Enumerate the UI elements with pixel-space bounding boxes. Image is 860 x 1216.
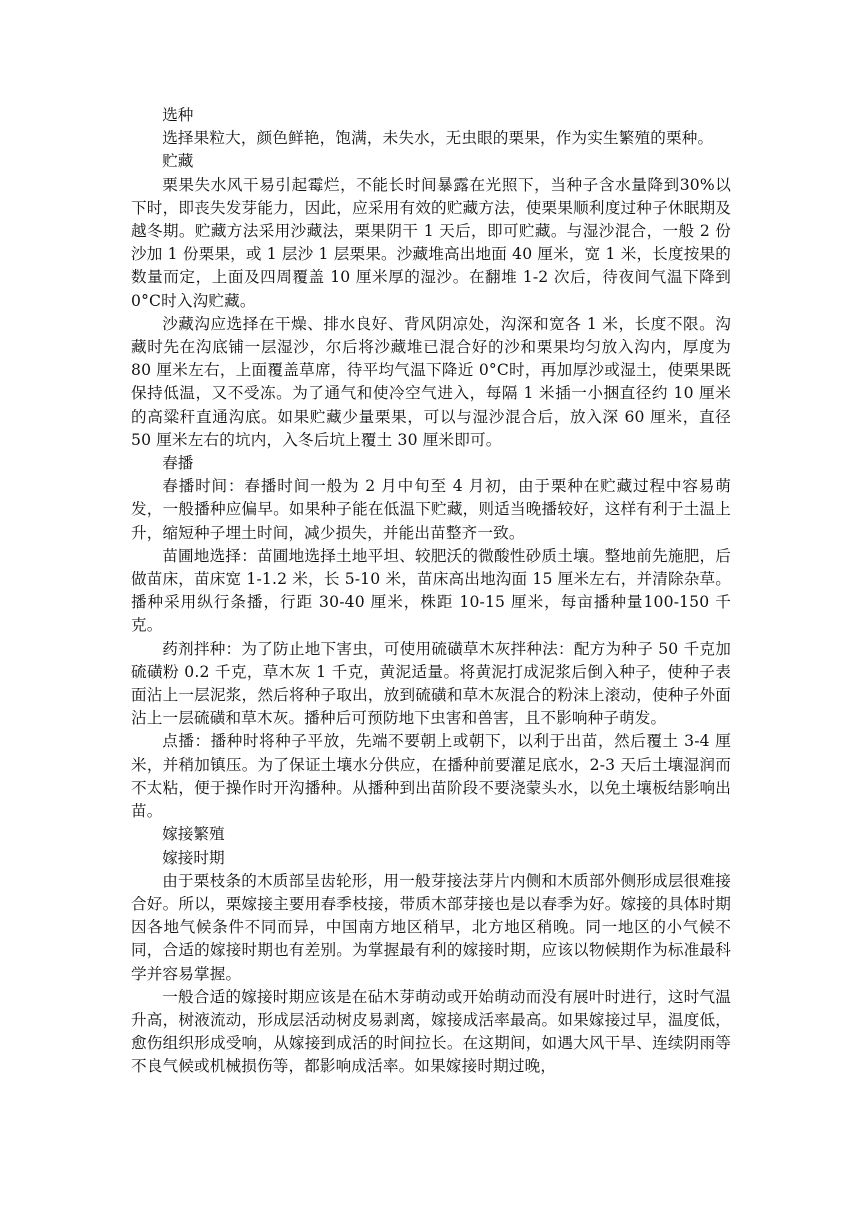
para-nursery-site: 苗圃地选择：苗圃地选择土地平坦、较肥沃的微酸性砂质土壤。整地前先施肥，后做苗床，苗床宽 1-1.2 米，长 5-10 米，苗床高出地沟面 15 厘米左右，并清除杂草。播种采用纵行条播，行距 30-40 厘米，株距 10-15 厘米，每亩播种量100-150 千克。 [131,546,731,635]
document-page [131,104,731,1079]
para-seed-dressing: 药剂拌种：为了防止地下害虫，可使用硫磺草木灰拌种法：配方为种子 50 千克加硫磺粉 0.2 千克，草木灰 1 千克，黄泥适量。将黄泥打成泥浆后倒入种子，使种子表面沾上一层泥浆，然后将种子取出，放到硫磺和草木灰混合的粉沫上滚动，使种子外面沾上一层硫磺和草木灰。播种后可预防地下虫害和兽害，且不影响种子萌发。 [131,639,731,728]
heading-select-seed: 选种 [162,106,194,124]
para-sowing-time: 春播时间：春播时间一般为 2 月中旬至 4 月初，由于栗种在贮藏过程中容易萌发，一般播种应偏早。如果种子能在低温下贮藏，则适当晚播较好，这样有利于土温上升，缩短种子埋土时间，减少损失，并能出苗整齐一致。 [131,477,731,542]
para-grafting-1: 由于栗枝条的木质部呈齿轮形，用一般芽接法芽片内侧和木质部外侧形成层很难接合好。所以，栗嫁接主要用春季枝接，带质木部芽接也是以春季为好。嫁接的具体时期因各地气候条件不同而异，中国南方地区稍早，北方地区稍晚。同一地区的小气候不同，合适的嫁接时期也有差别。为掌握最有利的嫁接时期，应该以物候期作为标准最科学并容易掌握。 [131,871,731,983]
heading-grafting: 嫁接繁殖 [162,825,225,844]
heading-spring-sowing: 春播 [162,454,194,473]
para-storage-2: 沙藏沟应选择在干燥、排水良好、背风阴凉处，沟深和宽各 1 米，长度不限。沟藏时先在沟底铺一层湿沙，尔后将沙藏堆已混合好的沙和栗果均匀放入沟内，厚度为 80 厘米左右，上面覆盖草席，待平均气温下降近 0°C时，再加厚沙或湿土，使栗果既保持低温，又不受冻。为了通气和使冷空气进入，每隔 1 米插一小捆直径约 10 厘米的高粱秆直通沟底。如果贮藏少量栗果，可以与湿沙混合后，放入深 60 厘米，直径 50 厘米左右的坑内，入冬后坑上覆土 30 厘米即可。 [131,314,731,449]
para-grafting-2: 一般合适的嫁接时期应该是在砧木芽萌动或开始萌动而没有展叶时进行，这时气温升高，树液流动，形成层活动树皮易剥离，嫁接成活率最高。如果嫁接过早，温度低，愈伤组织形成受响，从嫁接到成活的时间拉长。在这期间，如遇大风干旱、连续阴雨等不良气候或机械损伤等，都影响成活率。如果嫁接时期过晚， [131,987,731,1076]
heading-grafting-time: 嫁接时期 [162,848,225,867]
para-select-seed: 选择果粒大，颜色鲜艳，饱满，未失水，无虫眼的栗果，作为实生繁殖的栗种。 [162,129,714,148]
heading-storage: 贮藏 [162,152,194,171]
para-dibbling: 点播：播种时将种子平放，先端不要朝上或朝下，以利于出苗，然后覆土 3-4 厘米，并稍加镇压。为了保证土壤水分供应，在播种前要灌足底水，2-3 天后土壤湿润而不太粘，便于操作时开沟播种。从播种到出苗阶段不要浇蒙头水，以免土壤板结影响出苗。 [131,732,731,821]
para-storage-1: 栗果失水风干易引起霉烂，不能长时间暴露在光照下，当种子含水量降到30%以下时，即丧失发芽能力，因此，应采用有效的贮藏方法，使栗果顺利度过种子休眠期及越冬期。贮藏方法采用沙藏法，栗果阴干 1 天后，即可贮藏。与湿沙混合，一般 2 份沙加 1 份栗果，或 1 层沙 1 层栗果。沙藏堆高出地面 40 厘米，宽 1 米，长度按果的数量而定，上面及四周覆盖 10 厘米厚的湿沙。在翻堆 1-2 次后，待夜间气温下降到 0°C时入沟贮藏。 [131,175,731,310]
